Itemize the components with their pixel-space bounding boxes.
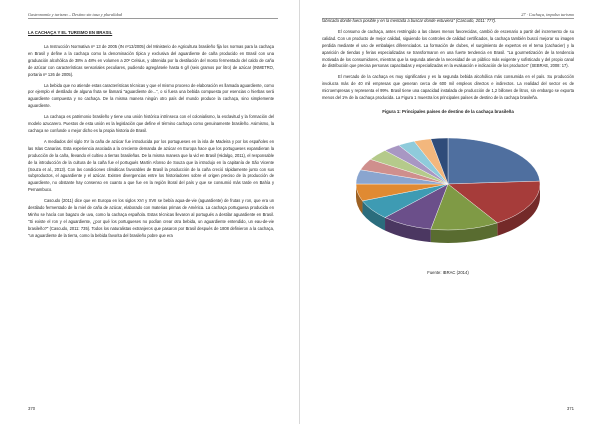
paragraph: La Instrucción Normativa nº 13 de 2005 (IN nº13/2005) del Ministerio de Agricultura brasileño fija los normas para la cachaça en Brasil y define a la cachaça como la denominación típica y exclusiva del aguardiente de caña producido en Brasil con una graduación alcohólica de 38% a 48% en volumen a 20º Celsius, y obtenida por la destilación del mosto fermentado del caldo de caña de azúcar con características sensoriales peculiares, pudiendo agregársele hasta 6 g/l (seis gramos por litro) de azúcar (INMETRO, portaria nº 126 de 2005). xyxy=(28,44,274,77)
pie-chart xyxy=(333,118,563,268)
figure-source: Fuente: IBRAC (2014) xyxy=(427,269,469,275)
paragraph: Cascudo (2011) dice que en Europa en los siglos XVI y XVII se bebía aqua-de-vie (aguardiente) de frutas y ron, que era un destilado fermentado de la miel de caña de azúcar, elaborado con materias primas de América. La cachaça portuguesa producida en Minho se hacía con bagazo de uva, como la cachaça española. Estas técnicas llevaron al portugués a destilar aguardiente en Brasil. "Si existe el ron y el aguardiente, ¿por qué los portugueses no podían crear otra bebida, un aguardiente entendido, un eau-de-vie brasileño?" (Cascudo, 2011: 735). Todos los naturalistas extranjeros que pasaron por Brasil después de 1808 definieron a la cachaça, "un aguardiente de la tierra, como la bebida favorita del brasileño pobre que era xyxy=(28,198,274,238)
paragraph: El mercado de la cachaça es muy significativo y es la segunda bebida alcohólica más consumida en el país. Su producción involucra más de 40 mil empresas que generan cerca de 600 mil empleos directos e indirectos. La realidad del sector es de microempresas y representa el 99%. Brasil tiene una capacidad instalada de producción de 1,2 billones de litros, sin embargo se exporta menos del 1% de la cachaça producida. La Figura 1 muestra los principales países de destino de la cachaça brasileña. xyxy=(322,74,574,101)
pie-slice xyxy=(448,138,540,184)
page-number-right: 371 xyxy=(566,406,574,411)
paragraph: La cachaça es patrimonio brasileño y tiene una unión histórica intrínseca con el colonialismo, la esclavitud y la formación del modelo azucarero. Puestos de esta unión es la legislación que define el término cachaça como genuinamente brasileño. Asimismo, la cachaça se confunde o mejor dicho es la propia historia de Brasil. xyxy=(28,114,274,133)
page-number-left: 370 xyxy=(28,406,36,411)
pie-chart-container xyxy=(322,118,574,268)
left-page-content xyxy=(28,30,274,244)
running-head-left: Gastronomía y turismo – Destino sin tasa y pluralidad xyxy=(28,12,278,19)
section-title: LA CACHAÇA Y EL TURISMO EN BRASIL xyxy=(28,30,113,35)
right-page xyxy=(300,0,600,424)
paragraph: fabricada donde fuera posible y en la mentada a buscar donde estuviera" (Cascudo, 2011: 777). xyxy=(322,18,497,23)
running-head-right: 27 · Cachaça, impulso turismo xyxy=(322,12,574,19)
paragraph: El consumo de cachaça, antes restringido a las clases menos favorecidas, cambió de escenario a partir del incremento de su calidad. Con un producto de mejor calidad, siguiendo los controles de calidad certificados, la cachaça también buscó mejorar su imagen perdida mediante el uso de embalajes diferenciados. La formación de clubes, el surgimiento de expertos en el tema (cachacier) y la aparición de tiendas y ferias especializadas se transformaron en una fuerte tendencia en Brasil. "La gourmetización de la tendencia motivada de los consumidores, mientras que la segunda atiende la necesidad de un público más exigente y sofisticado y del propio canal de distribución que precisa personas capacitadas y especializadas en la evaluación e indicación de los productos" (SEBRAE, 2008: 17). xyxy=(322,28,574,69)
paragraph: A mediados del siglo XV la caña de azúcar fue introducida por los portugueses en la isla de Madeira y por los españoles en las Islas Canarias. Esta experiencia asociada a la creciente demanda de azúcar en Europa hace que los portugueses expandieran la producción de la caña, llevando el cultivo a tierras brasileñas. De la misma manera que la vid en Brasil (Hidalgo, 2011), el responsable de la introducción de la cultura de la caña fue el portugués Martín Afonso de Souza que la introdujo en la capitanía de São Vicente (Souza et al., 2013). Con las condiciones climáticas favorables de Brasil la producción de la caña creció rápidamente junto con sus subproductos, el aguardiente y el azúcar. Existen divergencias entre los historiadores sobre el origen preciso de la producción de aguardiente, no obstante hay consenso en cuanto a que fue en la región litoral del país y que se consumió más tarde en Bahía y Pernambuco. xyxy=(28,138,274,193)
figure-title: Figura 1: Principales países de destino de la cachaça brasileña xyxy=(382,108,514,114)
right-page-content xyxy=(322,18,574,275)
paragraph: La bebida que no atiende estas características técnicas y que el mismo proceso de elaboración es llamada aguardiente, como por ejemplo el destilado de alguna fruta se llamará "aguardiente de...", o si fuera una bebida compuesta por esencias o hierbas será aguardiente compuesta y no cachaça. De la misma manera ningún otro país del mundo produce la cachaça, sino simplemente aguardiente. xyxy=(28,82,274,109)
